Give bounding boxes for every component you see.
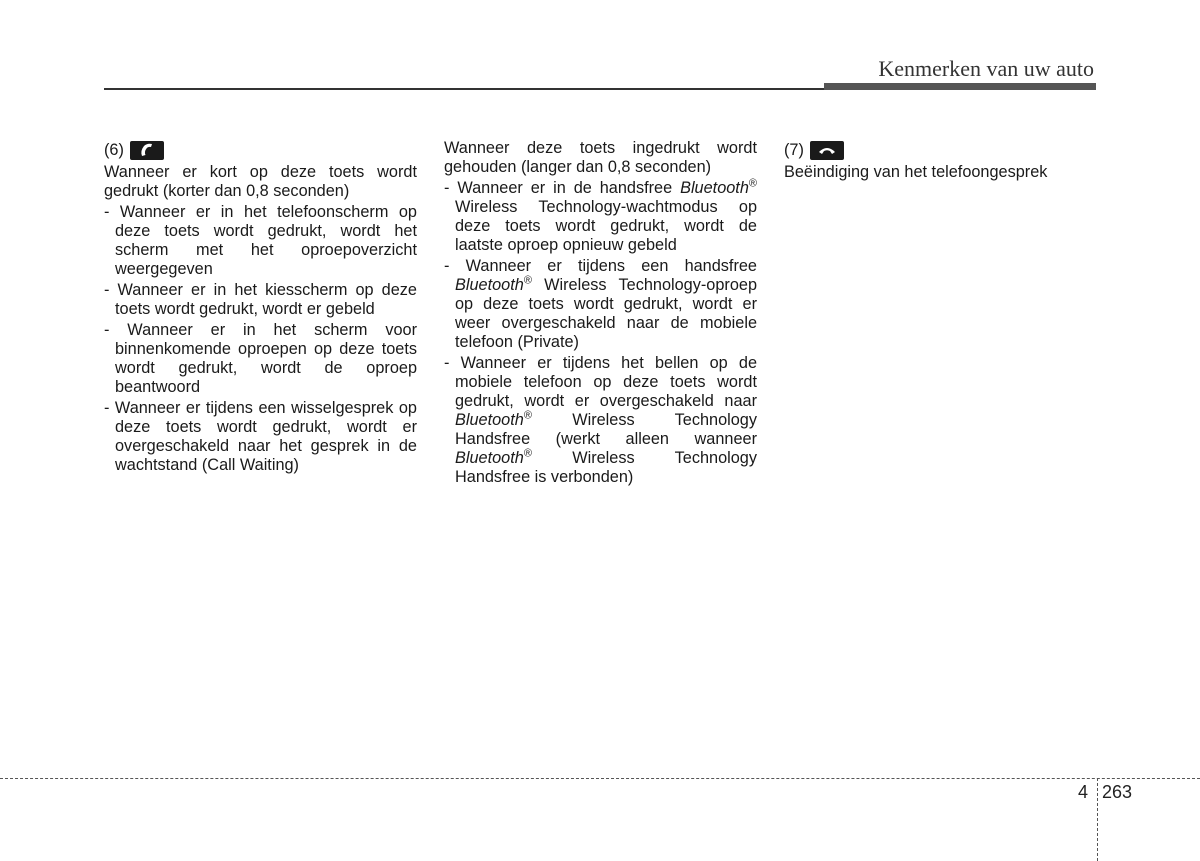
list-item — [444, 179, 757, 255]
section-number: (7) — [784, 140, 804, 159]
column-2 — [444, 139, 757, 487]
item-text: - Wanneer er tijdens het bellen op de mobiele telefoon op deze toets wordt gedrukt, wordt er overgeschakeld naar — [444, 354, 757, 410]
bluetooth-brand: Bluetooth — [680, 179, 749, 197]
header-rule — [104, 88, 824, 90]
registered-mark: ® — [523, 274, 532, 287]
footer-divider — [0, 778, 1200, 779]
chapter-number: 4 — [1078, 782, 1089, 802]
phone-hangup-icon — [810, 141, 844, 160]
bluetooth-brand: Bluetooth — [455, 449, 524, 467]
bluetooth-brand: Bluetooth — [455, 411, 524, 429]
list-item: - Wanneer er in het kiesscherm op deze toets wordt gedrukt, wordt er gebeld — [104, 281, 417, 318]
section-7-label — [784, 137, 1097, 163]
item-text: Wireless Technology Handsfree is verbonden) — [455, 449, 757, 486]
column-1 — [104, 137, 417, 475]
item-text: - Wanneer er in de handsfree — [444, 179, 681, 197]
section-7-text: Beëindiging van het telefoongesprek — [784, 163, 1048, 181]
header-rule-accent — [824, 83, 1096, 90]
page-header-title: Kenmerken van uw auto — [878, 56, 1094, 81]
column-3 — [784, 137, 1097, 182]
section-number: (6) — [104, 140, 124, 159]
list-item: - Wanneer er in het scherm voor binnenkomende oproepen op deze toets wordt gedrukt, wordt de oproep beantwoord — [104, 321, 417, 396]
list-item — [444, 257, 757, 352]
footer-vertical-divider — [1097, 778, 1098, 861]
page-number: 263 — [1102, 782, 1133, 802]
section-6-intro: Wanneer er kort op deze toets wordt gedrukt (korter dan 0,8 seconden) — [104, 163, 417, 200]
long-press-intro: Wanneer deze toets ingedrukt wordt gehouden (langer dan 0,8 seconden) — [444, 139, 757, 176]
registered-mark: ® — [523, 447, 532, 460]
phone-call-icon — [130, 141, 164, 160]
item-text: Wireless Technology Handsfree (werkt alleen wanneer — [455, 411, 757, 448]
item-text: - Wanneer er tijdens een handsfree — [444, 257, 757, 275]
list-item: - Wanneer er in het telefoonscherm op deze toets wordt gedrukt, wordt het scherm met het oproepoverzicht weergegeven — [104, 203, 417, 278]
item-text: Wireless Technology-oproep op deze toets wordt gedrukt, wordt er weer overgeschakeld naar de mobiele telefoon (Private) — [455, 276, 757, 351]
section-6-label — [104, 137, 417, 163]
list-item: - Wanneer er tijdens een wisselgesprek op deze toets wordt gedrukt, wordt er overgeschakeld naar het gesprek in de wachtstand (Call Waiting) — [104, 399, 417, 474]
item-text: Wireless Technology-wachtmodus op deze toets wordt gedrukt, wordt de laatste oproep opnieuw gebeld — [455, 198, 757, 254]
list-item — [444, 354, 757, 487]
registered-mark: ® — [748, 177, 757, 190]
bluetooth-brand: Bluetooth — [455, 276, 524, 294]
registered-mark: ® — [523, 409, 532, 422]
